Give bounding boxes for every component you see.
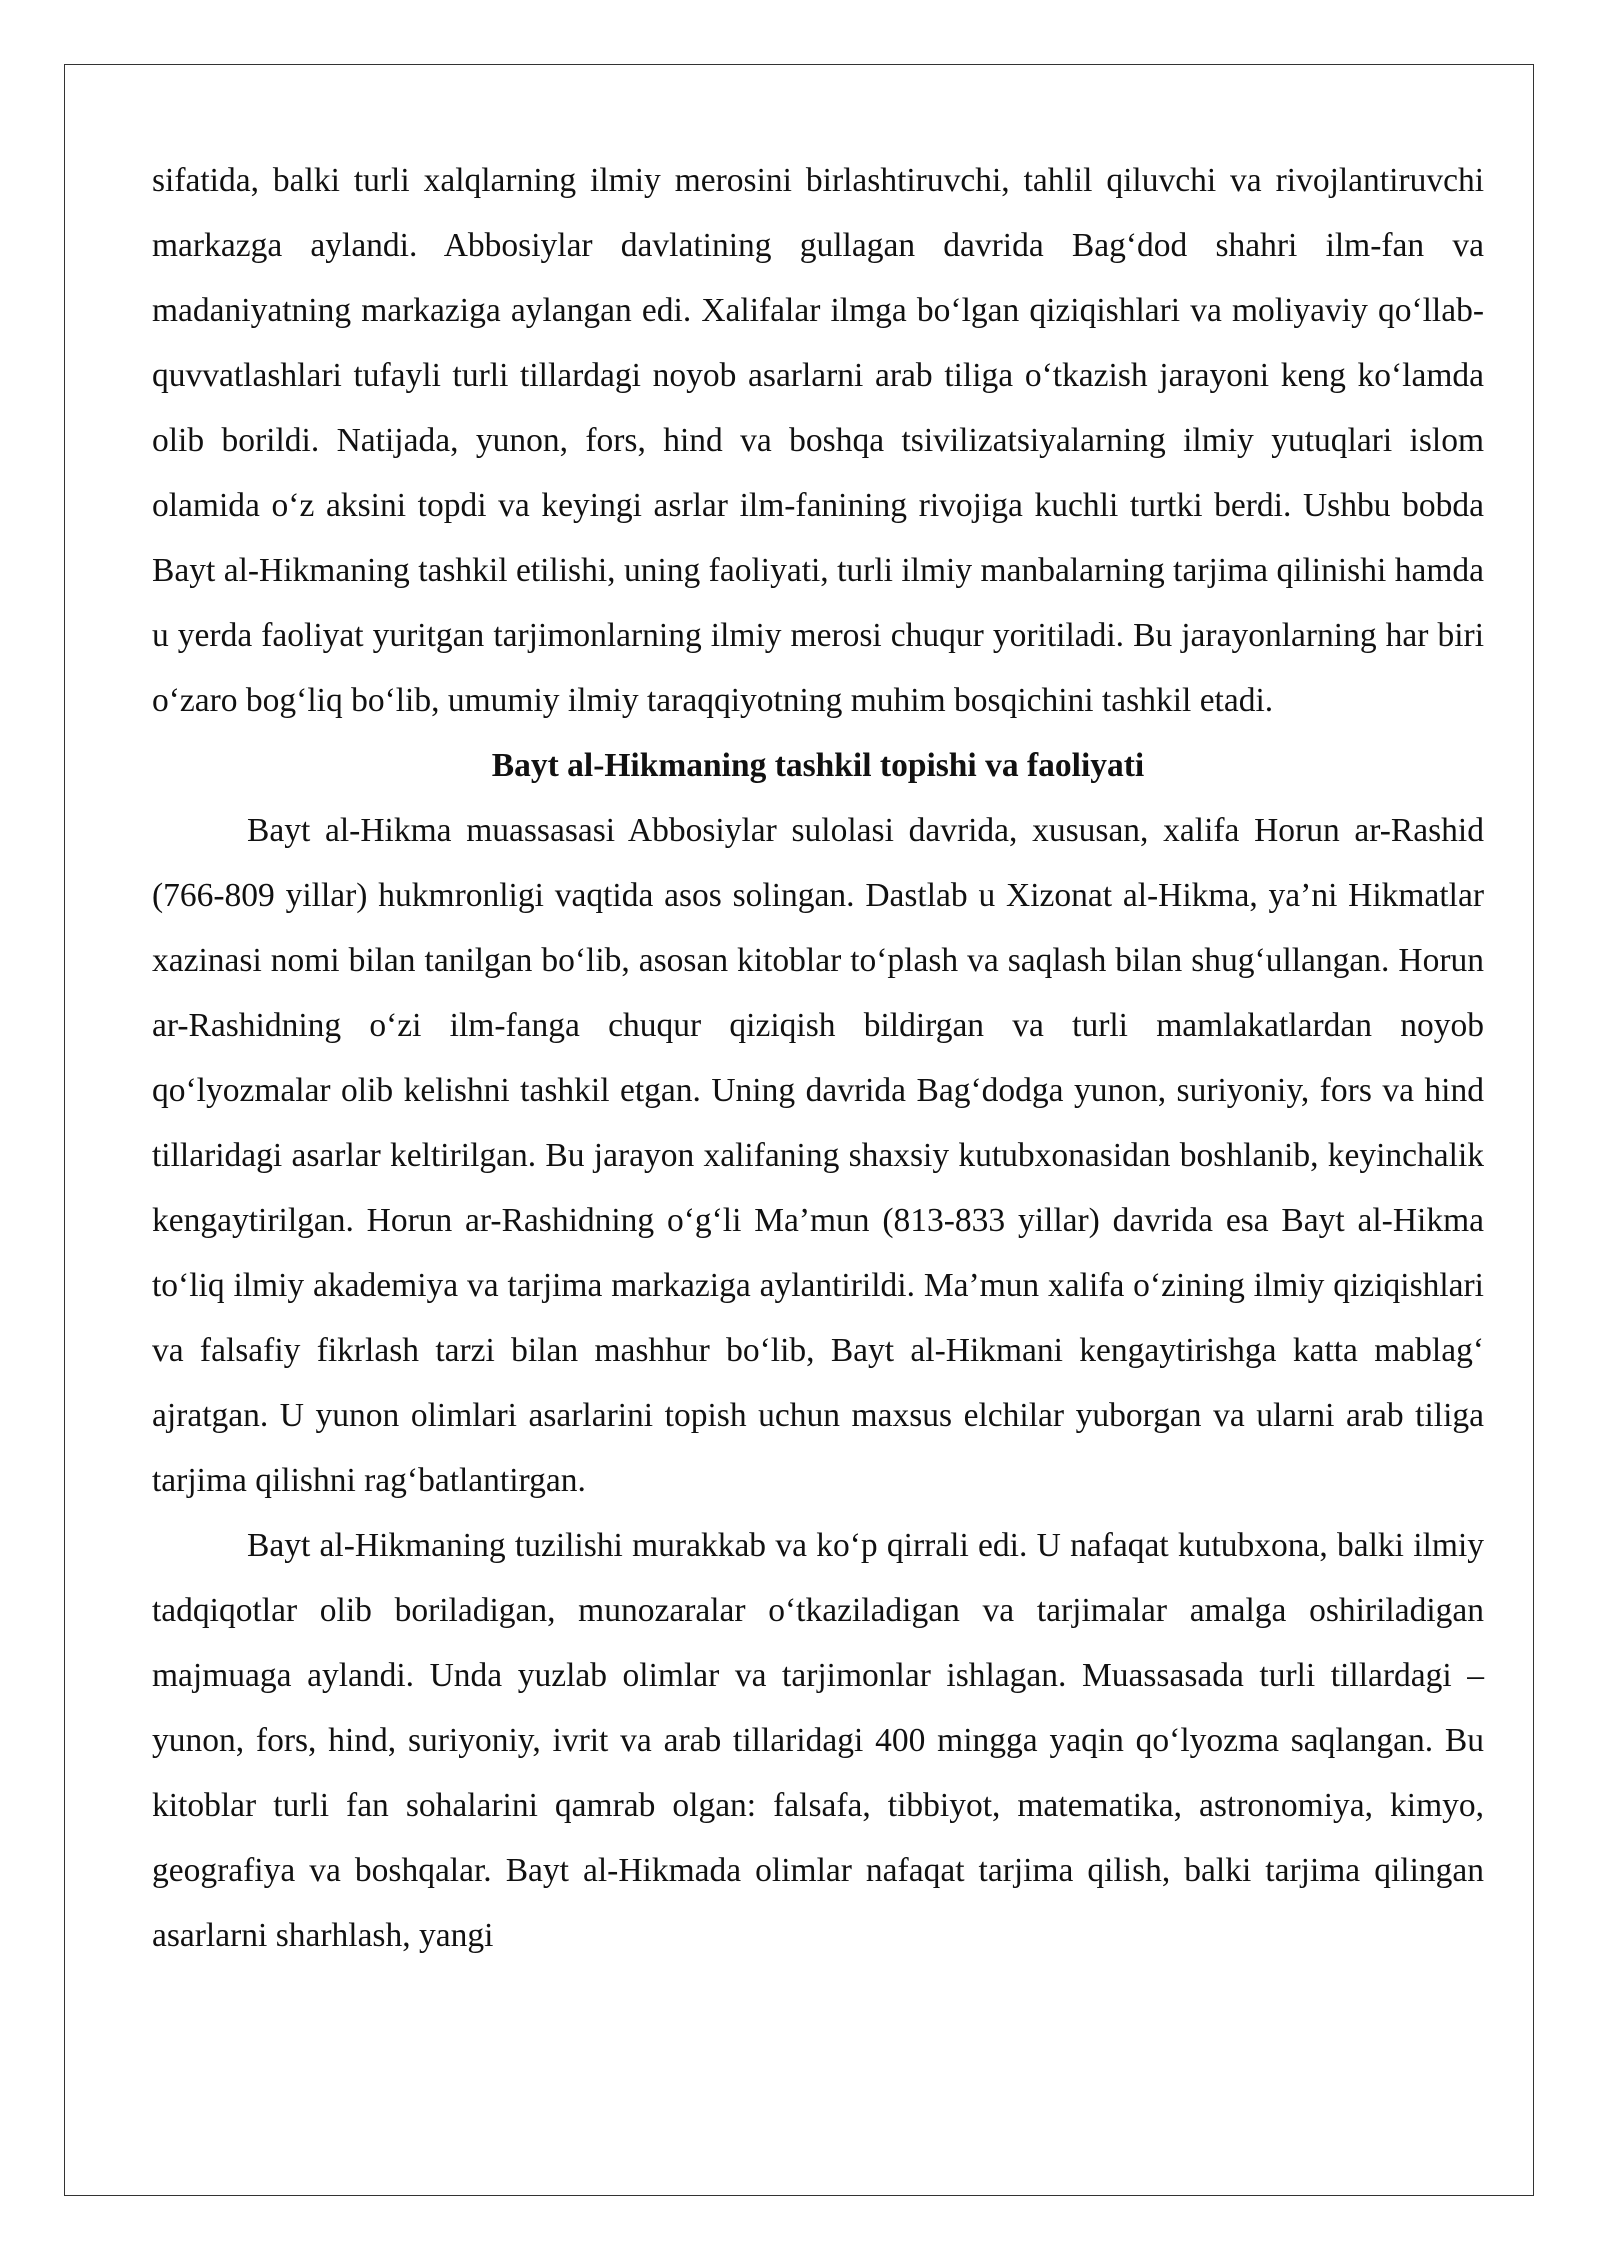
paragraph-intro: sifatida, balki turli xalqlarning ilmiy merosini birlashtiruvchi, tahlil qiluvchi va rivojlantiruvchi markazga aylandi. Abbosiylar davlatining gullagan davrida Bag‘dod shahri ilm-fan va madaniyatning markaziga aylangan edi. Xalifalar ilmga bo‘lgan qiziqishlari va moliyaviy qo‘llab-quvvatlashlari tufayli turli tillardagi noyob asarlarni arab tiliga o‘tkazish jarayoni keng ko‘lamda olib borildi. Natijada, yunon, fors, hind va boshqa tsivilizatsiyalarning ilmiy yutuqlari islom olamida o‘z aksini topdi va keyingi asrlar ilm-fanining rivojiga kuchli turtki berdi. Ushbu bobda Bayt al-Hikmaning tashkil etilishi, uning faoliyati, turli ilmiy manbalarning tarjima qilinishi hamda u yerda faoliyat yuritgan tarjimonlarning ilmiy merosi chuqur yoritiladi. Bu jarayonlarning har biri o‘zaro bog‘liq bo‘lib, umumiy ilmiy taraqqiyotning muhim bosqichini tashkil etadi. xyxy=(152,162,1484,719)
paragraph-founding: Bayt al-Hikma muassasasi Abbosiylar sulolasi davrida, xususan, xalifa Horun ar-Rashid (766-809 yillar) hukmronligi vaqtida asos solingan. Dastlab u Xizonat al-Hikma, ya’ni Hikmatlar xazinasi nomi bilan tanilgan bo‘lib, asosan kitoblar to‘plash va saqlash bilan shug‘ullangan. Horun ar-Rashidning o‘zi ilm-fanga chuqur qiziqish bildirgan va turli mamlakatlardan noyob qo‘lyozmalar olib kelishni tashkil etgan. Uning davrida Bag‘dodga yunon, suriyoniy, fors va hind tillaridagi asarlar keltirilgan. Bu jarayon xalifaning shaxsiy kutubxonasidan boshlanib, keyinchalik kengaytirilgan. Horun ar-Rashidning o‘g‘li Ma’mun (813-833 yillar) davrida esa Bayt al-Hikma to‘liq ilmiy akademiya va tarjima markaziga aylantirildi. Ma’mun xalifa o‘zining ilmiy qiziqishlari va falsafiy fikrlash tarzi bilan mashhur bo‘lib, Bayt al-Hikmani kengaytirishga katta mablag‘ ajratgan. U yunon olimlari asarlarini topish uchun maxsus elchilar yuborgan va ularni arab tiliga tarjima qilishni rag‘batlantirgan. xyxy=(152,812,1484,1499)
section-heading: Bayt al-Hikmaning tashkil topishi va faoliyati xyxy=(491,747,1145,784)
document-body xyxy=(152,148,1484,1968)
paragraph-structure: Bayt al-Hikmaning tuzilishi murakkab va ko‘p qirrali edi. U nafaqat kutubxona, balki ilmiy tadqiqotlar olib boriladigan, munozaralar o‘tkaziladigan va tarjimalar amalga oshiriladigan majmuaga aylandi. Unda yuzlab olimlar va tarjimonlar ishlagan. Muassasada turli tillardagi – yunon, fors, hind, suriyoniy, ivrit va arab tillaridagi 400 mingga yaqin qo‘lyozma saqlangan. Bu kitoblar turli fan sohalarini qamrab olgan: falsafa, tibbiyot, matematika, astronomiya, kimyo, geografiya va boshqalar. Bayt al-Hikmada olimlar nafaqat tarjima qilish, balki tarjima qilingan asarlarni sharhlash, yangi xyxy=(152,1527,1484,1954)
